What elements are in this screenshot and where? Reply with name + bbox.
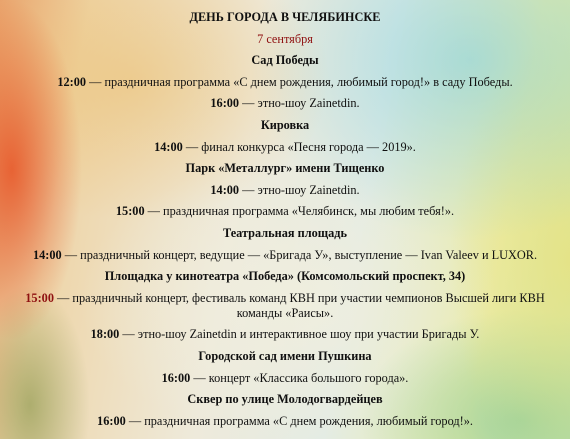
event-line bbox=[6, 75, 564, 90]
venue-heading: Площадка у кинотеатра «Победа» (Комсомольский проспект, 34) bbox=[104, 269, 466, 284]
event-description: — этно-шоу Zainetdin. bbox=[239, 96, 360, 111]
event-line bbox=[6, 204, 564, 219]
page-title: ДЕНЬ ГОРОДА В ЧЕЛЯБИНСКЕ bbox=[189, 10, 381, 24]
event-line bbox=[6, 414, 564, 429]
event-description: — концерт «Классика большого города». bbox=[190, 370, 409, 385]
event-line bbox=[6, 96, 564, 111]
event-line bbox=[6, 248, 564, 263]
event-time: 14:00 bbox=[154, 139, 183, 154]
event-description: — финал конкурса «Песня города — 2019». bbox=[182, 139, 416, 154]
event-time: 12:00 bbox=[57, 74, 87, 89]
event-time: 16:00 bbox=[210, 96, 240, 111]
event-time: 16:00 bbox=[97, 413, 126, 428]
event-time: 16:00 bbox=[161, 370, 191, 385]
event-line bbox=[6, 183, 564, 198]
event-line bbox=[6, 327, 564, 342]
event-time: 14:00 bbox=[210, 182, 240, 197]
event-description: — праздничная программа «Челябинск, мы любим тебя!». bbox=[144, 204, 455, 219]
event-description: — праздничная программа «С днем рождения, любимый город!». bbox=[125, 413, 473, 428]
venue-heading: Кировка bbox=[260, 117, 310, 132]
event-line bbox=[6, 291, 564, 321]
event-date: 7 сентября bbox=[257, 31, 313, 46]
event-line bbox=[6, 371, 564, 386]
venue-heading: Сад Победы bbox=[251, 53, 319, 68]
venue-heading: Парк «Металлург» имени Тищенко bbox=[185, 161, 385, 176]
event-description: — праздничный концерт, ведущие — «Бригада У», выступление — Ivan Valeev и LUXOR. bbox=[61, 247, 538, 262]
event-time: 15:00 bbox=[25, 290, 54, 305]
event-time: 15:00 bbox=[115, 204, 145, 219]
event-description: — этно-шоу Zainetdin. bbox=[239, 182, 360, 197]
event-description: — праздничный концерт, фестиваль команд КВН при участии чемпионов Высшей лиги КВН команды «Раисы». bbox=[53, 290, 545, 320]
venue-heading: Городской сад имени Пушкина bbox=[198, 348, 372, 363]
event-time: 18:00 bbox=[90, 327, 120, 342]
event-schedule bbox=[6, 10, 564, 435]
event-description: — праздничная программа «С днем рождения, любимый город!» в саду Победы. bbox=[86, 74, 513, 89]
event-line bbox=[6, 140, 564, 155]
event-time: 14:00 bbox=[32, 247, 62, 262]
event-description: — этно-шоу Zainetdin и интерактивное шоу при участии Бригады У. bbox=[119, 327, 480, 342]
venue-heading: Сквер по улице Молодогвардейцев bbox=[187, 392, 383, 407]
venue-heading: Театральная площадь bbox=[222, 225, 348, 240]
